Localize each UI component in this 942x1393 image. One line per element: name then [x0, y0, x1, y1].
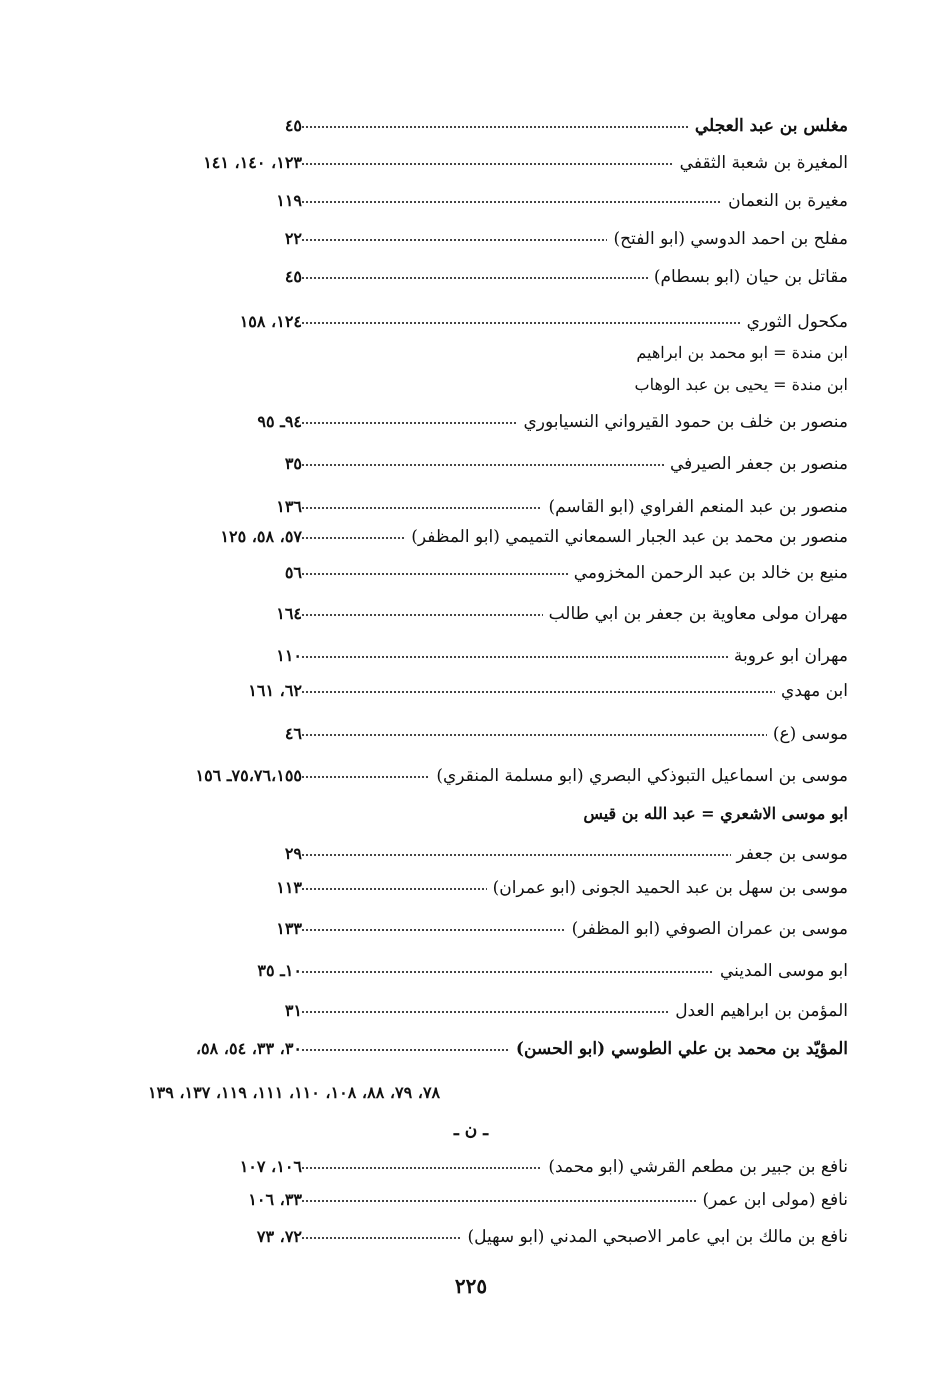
entry-name: المؤيّد بن محمد بن علي الطوسي (ابو الحسن) — [510, 1034, 848, 1064]
entry-name: المؤمن بن ابراهيم العدل — [669, 996, 848, 1026]
index-entry — [0, 996, 942, 1030]
entry-name: موسى بن عمران الصوفي (ابو المظفر) — [566, 914, 848, 944]
entry-pages: ٣٥ — [284, 454, 302, 473]
entry-pages: ١١٠ — [276, 646, 302, 665]
entry-pages: ٧٢، ٧٣ — [256, 1227, 302, 1246]
index-entry — [0, 839, 942, 873]
index-entry — [0, 492, 942, 526]
leader-dots — [302, 691, 848, 693]
entry-name: مهران ابو عروبة — [728, 641, 848, 671]
index-entry — [0, 111, 942, 145]
entry-pages: ٦٢، ١٦١ — [248, 681, 302, 700]
entry-name: موسى بن سهل بن عبد الحميد الجونى (ابو عمران) — [487, 873, 848, 903]
index-entry — [0, 1152, 942, 1186]
entry-pages: ١٣٣ — [276, 919, 302, 938]
index-entry — [0, 186, 942, 220]
entry-pages: ٢٢ — [284, 229, 302, 248]
entry-name: نافع (مولى ابن عمر) — [696, 1185, 848, 1215]
index-entry — [0, 1034, 942, 1068]
entry-name: مغيرة بن النعمان — [722, 186, 848, 216]
index-entry — [0, 676, 942, 710]
entry-name: ابو موسى المديني — [714, 956, 848, 986]
index-entry — [0, 224, 942, 258]
pages-continuation — [0, 1078, 942, 1112]
entry-name: منصور بن محمد بن عبد الجبار السمعاني التميمي (ابو المظفر) — [405, 522, 848, 552]
entry-name: منصور بن جعفر الصيرفي — [664, 449, 848, 479]
entry-name: ابن مهدي — [775, 676, 848, 706]
entry-pages: ٣٣، ١٠٦ — [248, 1190, 302, 1209]
entry-name: نافع بن مالك بن ابي عامر الاصبحي المدني (ابو سهيل) — [461, 1222, 848, 1252]
index-entry — [0, 599, 942, 633]
entry-pages: ٥٧، ٥٨، ١٢٥ — [220, 527, 302, 546]
index-entry — [0, 148, 942, 182]
entry-name: مغلس بن عبد العجلي — [689, 111, 848, 141]
entry-pages: ٩٤ـ ٩٥ — [257, 412, 302, 431]
entry-name: منيع بن خالد بن عبد الرحمن المخزومي — [568, 558, 848, 588]
index-entry — [0, 914, 942, 948]
cross-reference-text: ابن مندة = ابو محمد بن ابراهيم — [636, 343, 848, 362]
entry-pages: ١١٩ — [276, 191, 302, 210]
entry-pages: ٤٥ — [284, 267, 302, 286]
index-entry — [0, 262, 942, 296]
entry-name: منصور بن عبد المنعم الفراوي (ابو القاسم) — [542, 492, 848, 522]
index-entry — [0, 407, 942, 441]
index-entry — [0, 1185, 942, 1219]
entry-pages: ١٠ـ ٣٥ — [257, 961, 302, 980]
index-entry — [0, 449, 942, 483]
entry-pages: ٣٠، ٣٣، ٥٤، ٥٨، — [195, 1039, 302, 1058]
section-header: ـ ن ـ — [453, 1120, 489, 1140]
index-entry — [0, 873, 942, 907]
entry-pages: ٤٥ — [284, 116, 302, 135]
entry-pages: ٧٥،٧٦،١٥٥ـ ١٥٦ — [195, 766, 302, 785]
entry-name: موسى (ع) — [767, 719, 848, 749]
entry-pages: ٤٦ — [284, 724, 302, 743]
index-entry — [0, 558, 942, 592]
entry-pages: ٣١ — [284, 1001, 302, 1020]
cross-reference-text: ابو موسى الاشعري = عبد الله بن قيس — [583, 804, 848, 823]
index-entry — [0, 641, 942, 675]
index-entry — [0, 1222, 942, 1256]
index-entry — [0, 956, 942, 990]
index-entry — [0, 761, 942, 795]
entry-pages: ١٦٤ — [276, 604, 302, 623]
cross-reference-text: ابن مندة = يحيى بن عبد الوهاب — [634, 375, 848, 394]
entry-pages: ١٢٤، ١٥٨ — [239, 312, 302, 331]
entry-pages: ١٠٦، ١٠٧ — [239, 1157, 302, 1176]
entry-pages: ٥٦ — [284, 563, 302, 582]
cross-reference — [0, 370, 942, 404]
page-number: ٢٢٥ — [454, 1274, 488, 1298]
index-entry — [0, 719, 942, 753]
entry-name: نافع بن جبير بن مطعم القرشي (ابو محمد) — [542, 1152, 848, 1182]
entry-pages: ١٢٣، ١٤٠، ١٤١ — [203, 153, 302, 172]
entry-name: مفلح بن احمد الدوسي (ابو الفتح) — [607, 224, 848, 254]
entry-name: موسى بن اسماعيل التبوذكي البصري (ابو مسلمة المنقري) — [430, 761, 848, 791]
entry-pages: ١٣٦ — [276, 497, 302, 516]
index-entry — [0, 522, 942, 556]
entry-name: مكحول الثوري — [741, 307, 848, 337]
entry-name: مهران مولى معاوية بن جعفر بن ابي طالب — [543, 599, 848, 629]
cross-reference — [0, 338, 942, 372]
entry-name: المغيرة بن شعبة الثقفي — [674, 148, 848, 178]
entry-pages: ٢٩ — [284, 844, 302, 863]
entry-name: منصور بن خلف بن حمود القيرواني النسيابوري — [517, 407, 848, 437]
entry-name: موسى بن جعفر — [731, 839, 848, 869]
continuation-pages: ٧٨، ٧٩، ٨٨، ١٠٨، ١١٠، ١١١، ١١٩، ١٣٧، ١٣٩ — [148, 1083, 441, 1102]
entry-name: مقاتل بن حيان (ابو بسطام) — [648, 262, 848, 292]
entry-pages: ١١٣ — [276, 878, 302, 897]
index-entry — [0, 307, 942, 341]
cross-reference — [0, 799, 942, 833]
